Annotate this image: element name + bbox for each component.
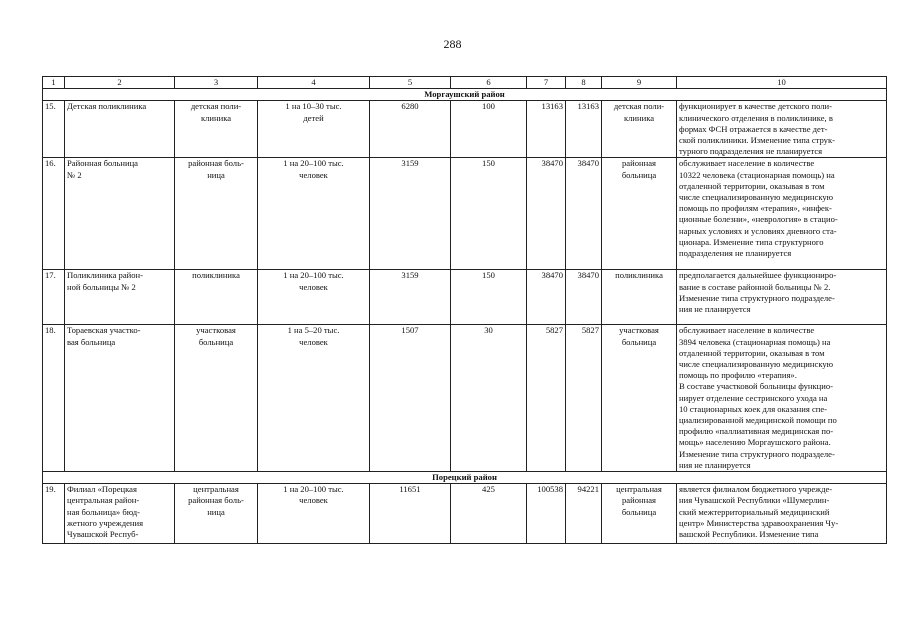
table-cell-c5: 6280	[370, 101, 451, 158]
table-cell-c7: 38470	[527, 158, 566, 270]
table-cell-c6: 100	[451, 101, 527, 158]
table-cell-note: является филиалом бюджетного учрежде- ния Чувашской Республики «Шумерлин- ский межтерриториальный медицинский центр» Министерства здравоохранения Чу- вашской Республики. Изменение типа	[677, 484, 887, 544]
table-cell-num: 17.	[43, 270, 65, 325]
table-cell-c6: 425	[451, 484, 527, 544]
section-title: Моргаушский район	[43, 89, 887, 101]
column-header: 1	[43, 77, 65, 89]
table-cell-c6: 30	[451, 325, 527, 472]
table-cell-c7: 100538	[527, 484, 566, 544]
table-cell-type: детская поли- клиника	[175, 101, 258, 158]
table-cell-num: 15.	[43, 101, 65, 158]
table-cell-name: Детская поликлиника	[65, 101, 175, 158]
table-row	[43, 158, 887, 270]
table-cell-num: 18.	[43, 325, 65, 472]
table-cell-num: 16.	[43, 158, 65, 270]
table-cell-type: поликлиника	[175, 270, 258, 325]
section-title-row	[43, 472, 887, 484]
table-cell-c7: 38470	[527, 270, 566, 325]
page-number: 288	[443, 37, 462, 51]
table-cell-capacity: 1 на 20–100 тыс. человек	[258, 270, 370, 325]
table-cell-capacity: 1 на 20–100 тыс. человек	[258, 484, 370, 544]
table-cell-c8: 38470	[566, 158, 602, 270]
table-cell-name: Поликлиника район- ной больницы № 2	[65, 270, 175, 325]
table-cell-c8: 38470	[566, 270, 602, 325]
column-header: 9	[602, 77, 677, 89]
table-header-row	[43, 77, 887, 89]
table-cell-type: районная боль- ница	[175, 158, 258, 270]
table-cell-capacity: 1 на 5–20 тыс. человек	[258, 325, 370, 472]
table-cell-c9: участковая больница	[602, 325, 677, 472]
table-row	[43, 484, 887, 544]
table-cell-note: обслуживает население в количестве 3894 человека (стационарная помощь) на отдаленной территории, оказывая в том числе специализированную медицинскую помощь по профилю «терапия». В составе участковой больницы функцио- нирует отделение сестринского ухода на 10 стационарных коек для оказания спе- циализированной медицинской помощи по профилю «паллиативная медицинская по- мощь» населению Моргаушского района. Изменение типа структурного подразделе- ния не планируется	[677, 325, 887, 472]
table-cell-c9: детская поли- клиника	[602, 101, 677, 158]
column-header: 4	[258, 77, 370, 89]
table-cell-c5: 3159	[370, 158, 451, 270]
table-cell-c8: 94221	[566, 484, 602, 544]
table-cell-c9: поликлиника	[602, 270, 677, 325]
column-header: 8	[566, 77, 602, 89]
table-cell-c5: 3159	[370, 270, 451, 325]
table-cell-capacity: 1 на 20–100 тыс. человек	[258, 158, 370, 270]
column-header: 6	[451, 77, 527, 89]
table-cell-c7: 13163	[527, 101, 566, 158]
table-cell-c8: 5827	[566, 325, 602, 472]
table-cell-type: участковая больница	[175, 325, 258, 472]
table-cell-name: Районная больница № 2	[65, 158, 175, 270]
table-cell-name: Филиал «Порецкая центральная район- ная больница» бюд- жетного учреждения Чувашской Респуб-	[65, 484, 175, 544]
column-header: 2	[65, 77, 175, 89]
table-cell-c6: 150	[451, 158, 527, 270]
table-cell-num: 19.	[43, 484, 65, 544]
table-cell-c6: 150	[451, 270, 527, 325]
table-row	[43, 101, 887, 158]
table-cell-capacity: 1 на 10–30 тыс. детей	[258, 101, 370, 158]
table-cell-note: функционирует в качестве детского поли- клинического отделения в поликлинике, в формах ФСН отражается в качестве дет- ской поликлиники. Изменение типа струк- турного подразделения не планируется	[677, 101, 887, 158]
table-cell-note: предполагается дальнейшее функциониро- вание в составе районной больницы № 2. Изменение типа структурного подразделе- ния не планируется	[677, 270, 887, 325]
section-title-row	[43, 89, 887, 101]
column-header: 5	[370, 77, 451, 89]
table-cell-type: центральная районная боль- ница	[175, 484, 258, 544]
table-cell-note: обслуживает население в количестве 10322 человека (стационарная помощь) на отдаленной территории, оказывая в том числе специализированную медицинскую помощь по профилям «терапия», «инфек- ционные болезни», «неврология» в стацио- нарных условиях и условиях дневного ста- ционара. Изменение типа структурного подразделения не планируется	[677, 158, 887, 270]
table-row	[43, 270, 887, 325]
table-cell-c8: 13163	[566, 101, 602, 158]
table-row	[43, 325, 887, 472]
table-cell-c7: 5827	[527, 325, 566, 472]
column-header: 10	[677, 77, 887, 89]
hospital-table	[42, 76, 887, 544]
table-cell-c5: 1507	[370, 325, 451, 472]
column-header: 3	[175, 77, 258, 89]
column-header: 7	[527, 77, 566, 89]
table-cell-c9: центральная районная больница	[602, 484, 677, 544]
table-cell-c5: 11651	[370, 484, 451, 544]
section-title: Порецкий район	[43, 472, 887, 484]
table-cell-c9: районная больница	[602, 158, 677, 270]
table-cell-name: Тораевская участко- вая больница	[65, 325, 175, 472]
